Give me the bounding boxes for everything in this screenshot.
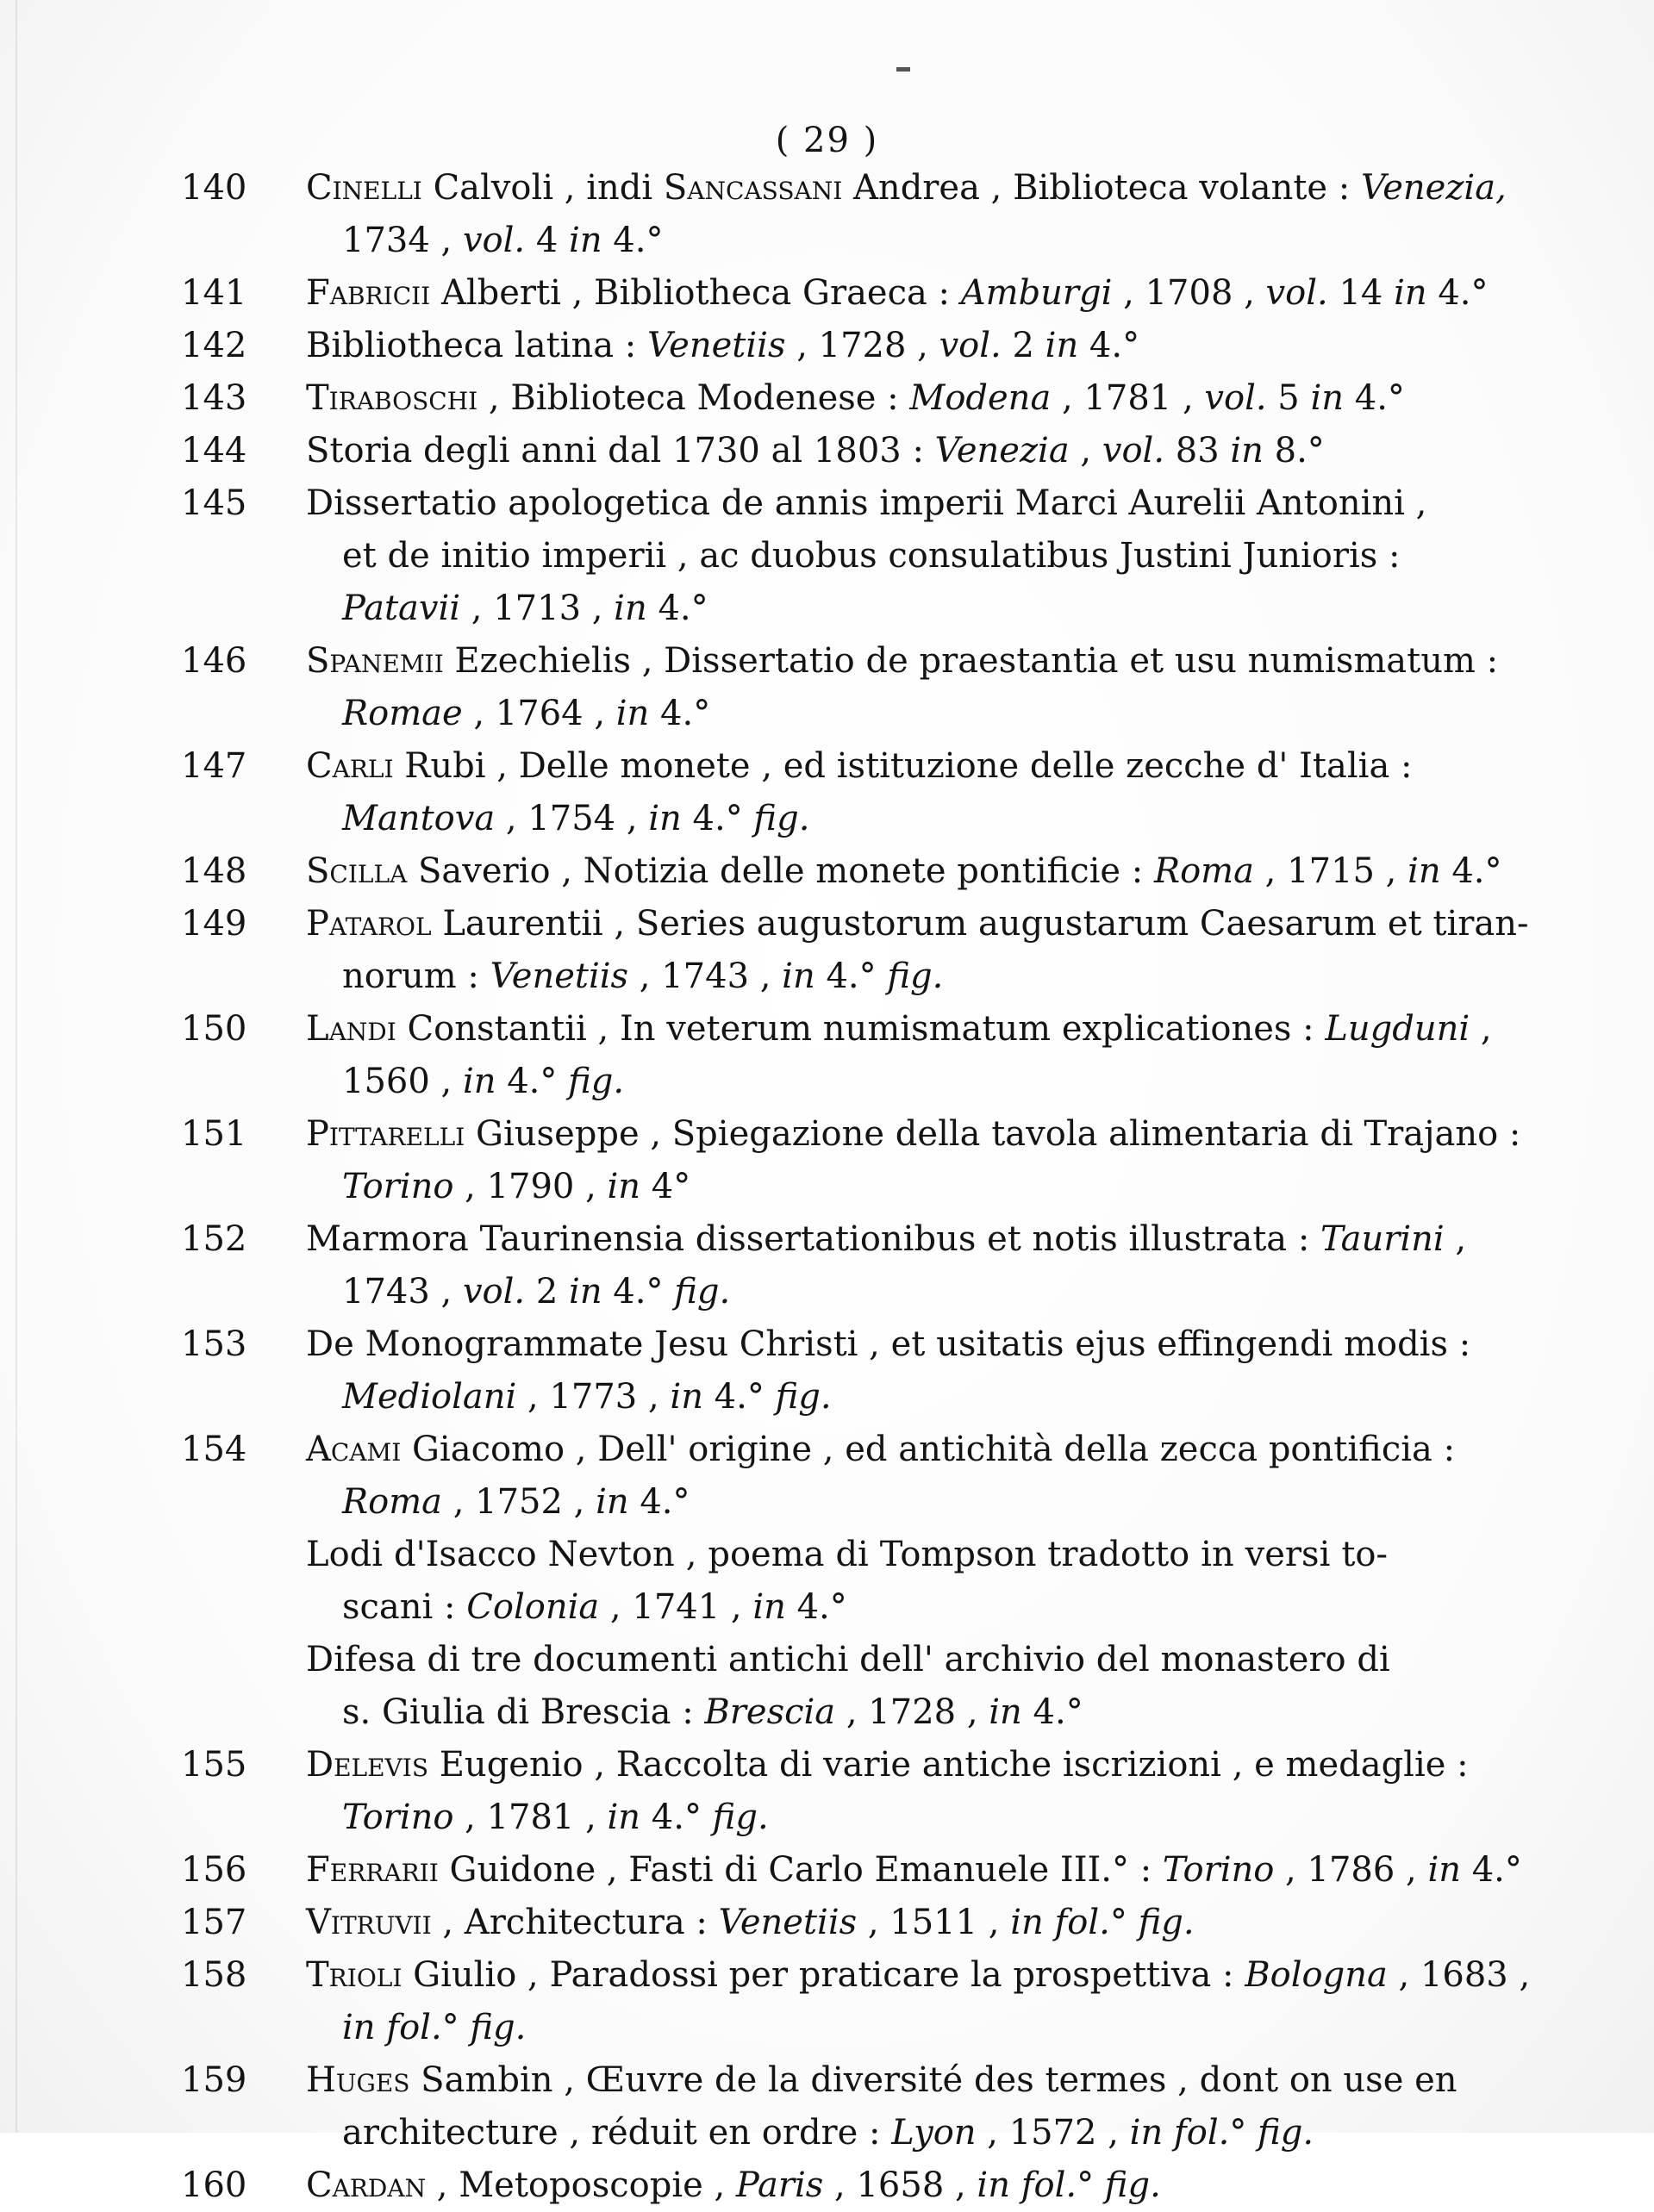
entry-continuation-line [306, 1581, 1388, 1634]
italic-text: in [607, 1798, 641, 1837]
bibliography-entry [181, 267, 1489, 320]
italic-text: in [1427, 1850, 1461, 1890]
entry-text: Difesa di tre documenti antichi dell' archivio del monastero di [306, 1640, 1390, 1679]
entry-text: 4 [525, 221, 570, 260]
entry-first-line [306, 1739, 1469, 1791]
author-surname: Sancassani [663, 168, 843, 208]
bibliography-entry [181, 1949, 1531, 2054]
entry-text: architecture , réduit en ordre : [342, 2113, 892, 2153]
italic-text: fig. [712, 1798, 769, 1837]
italic-text: fig. [775, 1377, 832, 1417]
entry-text: , 1683 , [1387, 1955, 1531, 1995]
entry-text: 4.° [1426, 273, 1489, 313]
author-surname: Landi [306, 1009, 396, 1049]
entry-first-line [306, 1529, 1388, 1581]
entry-number: 159 [181, 2060, 247, 2100]
entry-text: 4° [640, 1167, 691, 1206]
entry-number: 154 [181, 1430, 247, 1469]
italic-text: vol. [462, 221, 526, 260]
italic-text: Venetiis [646, 326, 786, 365]
author-surname: Cinelli [306, 168, 422, 208]
bibliography-entry [181, 1003, 1492, 1108]
entry-first-line [306, 425, 1388, 477]
entry-text: 4.° [785, 1587, 847, 1627]
italic-text: Roma [342, 1482, 442, 1522]
entry-text: 4.° [702, 1377, 776, 1417]
entry-text: , Architectura : [431, 1903, 719, 1942]
italic-text: Torino [342, 1798, 454, 1837]
entry-text: Eugenio , Raccolta di varie antiche iscrizioni , e medaglie : [428, 1745, 1469, 1785]
entry-text: 4.° [496, 1062, 569, 1101]
entry-text: 4.° [1021, 1692, 1083, 1732]
entry-text: Rubi , Delle monete , ed istituzione delle zecche d' Italia : [393, 746, 1413, 786]
entry-text: Sambin , Œuvre de la diversité des termes , dont on use en [409, 2060, 1457, 2100]
entry-text: 1734 , [342, 221, 463, 260]
entry-text: Guidone , Fasti di Carlo Emanuele III.° : [438, 1850, 1163, 1890]
entry-text: , [1470, 1009, 1492, 1049]
bibliography-entry [181, 320, 1388, 372]
author-surname: Carli [306, 746, 394, 786]
entry-text: Marmora Taurinensia dissertationibus et notis illustrata : [306, 1219, 1321, 1259]
entry-text: 5 [1266, 378, 1311, 418]
entry-text: , 1713 , [460, 589, 615, 628]
bibliography-entry [181, 1318, 1471, 1424]
entry-first-line [306, 1897, 1388, 1949]
italic-text: in [989, 1692, 1022, 1732]
bibliography-entry [181, 1634, 1388, 1739]
italic-text: Venetiis [718, 1903, 858, 1942]
italic-text: vol. [462, 1272, 526, 1312]
entry-text: , 1790 , [453, 1167, 608, 1206]
italic-text: Romae [342, 694, 463, 733]
italic-text: Lugduni [1325, 1009, 1470, 1049]
italic-text: in [752, 1587, 786, 1627]
entry-text: , Biblioteca Modenese : [477, 378, 910, 418]
italic-text: in [1310, 378, 1345, 418]
entry-text: 4.° [640, 1798, 713, 1837]
entry-text: , 1728 , [785, 326, 939, 365]
entry-text: s. Giulia di Brescia : [342, 1692, 705, 1732]
bibliography-entry [181, 1897, 1388, 1949]
entry-continuation-line [306, 215, 1388, 267]
bibliography-list [181, 162, 1531, 2212]
entry-first-line [306, 2159, 1388, 2212]
entry-text: Lodi d'Isacco Nevton , poema di Tompson tradotto in versi to- [306, 1535, 1388, 1574]
bibliography-entry [181, 162, 1507, 267]
bibliography-entry [181, 1213, 1467, 1318]
entry-first-line [306, 1003, 1492, 1056]
entry-first-line [306, 1634, 1388, 1686]
entry-first-line [306, 1844, 1522, 1897]
entry-text: 4.° [602, 1272, 675, 1312]
entry-text: 4.° [1344, 378, 1405, 418]
entry-text: , 1786 , [1274, 1850, 1428, 1890]
entry-number: 141 [181, 273, 247, 313]
entry-continuation-line [306, 2002, 1388, 2054]
entry-number: 157 [181, 1903, 247, 1942]
entry-continuation-line [306, 793, 1388, 845]
italic-text: Brescia [704, 1692, 836, 1732]
entry-text: 4.° [646, 589, 708, 628]
entry-number: 149 [181, 904, 247, 944]
entry-text: , 1743 , [628, 956, 783, 996]
entry-text: , 1781 , [453, 1798, 608, 1837]
entry-text: , 1658 , [823, 2165, 977, 2205]
italic-text: in [596, 1482, 629, 1522]
entry-first-line [306, 1108, 1521, 1161]
entry-continuation-line [306, 1371, 1388, 1424]
entry-number: 152 [181, 1219, 247, 1259]
entry-text: Alberti , Bibliotheca Graeca : [430, 273, 961, 313]
italic-text: vol. [1204, 378, 1267, 418]
italic-text: Modena [909, 378, 1052, 418]
entry-text: 1743 , [342, 1272, 463, 1312]
entry-text: , [1069, 431, 1102, 470]
entry-continuation-line [306, 1161, 1388, 1213]
entry-text: , 1715 , [1253, 851, 1408, 891]
italic-text: in fol.° fig. [342, 2008, 527, 2047]
italic-text: Colonia [466, 1587, 600, 1627]
bibliography-entry [181, 1108, 1521, 1213]
italic-text: in [1230, 431, 1264, 470]
entry-continuation-line [306, 583, 1388, 635]
entry-text: Laurentii , Series augustorum augustarum Caesarum et tiran- [431, 904, 1529, 944]
entry-number: 146 [181, 641, 247, 681]
italic-text: Bologna [1245, 1955, 1388, 1995]
italic-text: in [462, 1062, 496, 1101]
italic-text: Venezia [934, 431, 1070, 470]
entry-first-line [306, 372, 1405, 425]
author-surname: Delevis [306, 1745, 429, 1785]
entry-text: Dissertatio apologetica de annis imperii Marci Aurelii Antonini , [306, 483, 1427, 523]
entry-text: 4.° [815, 956, 888, 996]
author-surname: Huges [306, 2060, 410, 2100]
entry-text: Saverio , Notizia delle monete pontificie : [407, 851, 1154, 891]
entry-number: 142 [181, 326, 247, 365]
italic-text: fig. [568, 1062, 625, 1101]
entry-text: norum : [342, 956, 490, 996]
entry-text: , [1444, 1219, 1467, 1259]
italic-text: Mantova [342, 799, 496, 838]
entry-number: 156 [181, 1850, 247, 1890]
entry-number: 150 [181, 1009, 247, 1049]
author-surname: Acami [306, 1430, 402, 1469]
entry-text: 83 [1164, 431, 1231, 470]
entry-continuation-line [306, 950, 1388, 1003]
entry-text: , 1781 , [1051, 378, 1205, 418]
author-surname: Patarol [306, 904, 432, 944]
italic-text: fig. [887, 956, 944, 996]
entry-continuation-line [306, 2107, 1388, 2159]
entry-first-line [306, 1424, 1456, 1476]
italic-text: in [569, 221, 602, 260]
italic-text: Paris [735, 2165, 824, 2205]
entry-text: 4.° [602, 221, 664, 260]
entry-number: 155 [181, 1745, 247, 1785]
entry-continuation-line [306, 688, 1388, 740]
entry-continuation-line [306, 1686, 1388, 1739]
entry-text: , 1741 , [599, 1587, 753, 1627]
italic-text: in [614, 589, 647, 628]
entry-continuation-line [306, 1476, 1388, 1529]
entry-number: 145 [181, 483, 247, 523]
italic-text: in fol.° fig. [1129, 2113, 1314, 2153]
entry-text: 4.° [1440, 851, 1502, 891]
entry-number: 158 [181, 1955, 247, 1995]
bibliography-entry [181, 740, 1413, 845]
italic-text: in [1045, 326, 1079, 365]
entry-continuation-line [306, 1791, 1388, 1844]
author-surname: Ferrarii [306, 1850, 439, 1890]
italic-text: Taurini [1320, 1219, 1445, 1259]
bibliography-entry [181, 2159, 1388, 2212]
bibliography-entry [181, 845, 1502, 898]
bibliography-entry [181, 477, 1427, 635]
entry-text: 2 [525, 1272, 570, 1312]
entry-number: 144 [181, 431, 247, 470]
italic-text: Amburgi [960, 273, 1113, 313]
entry-first-line [306, 635, 1499, 688]
entry-first-line [306, 740, 1413, 793]
entry-text: Giacomo , Dell' origine , ed antichità della zecca pontificia : [401, 1430, 1456, 1469]
printer-mark [896, 67, 910, 72]
entry-text: Storia degli anni dal 1730 al 1803 : [306, 431, 935, 470]
entry-text: Giuseppe , Spiegazione della tavola alimentaria di Trajano : [465, 1114, 1521, 1154]
entry-text: 4.° [628, 1482, 690, 1522]
entry-first-line [306, 2054, 1457, 2107]
entry-first-line [306, 1213, 1467, 1266]
entry-continuation-line [306, 1266, 1388, 1318]
entry-continuation-line [306, 530, 1401, 583]
entry-first-line [306, 1318, 1471, 1371]
italic-text: in [607, 1167, 641, 1206]
entry-first-line [306, 845, 1502, 898]
author-surname: Trioli [306, 1955, 403, 1995]
entry-first-line [306, 477, 1427, 530]
bibliography-entry [181, 1739, 1469, 1844]
entry-text: et de initio imperii , ac duobus consulatibus Justini Junioris : [342, 536, 1401, 576]
entry-number: 160 [181, 2165, 247, 2205]
italic-text: Lyon [891, 2113, 977, 2153]
entry-text: Bibliotheca latina : [306, 326, 647, 365]
author-surname: Fabricii [306, 273, 431, 313]
italic-text: in [1407, 851, 1441, 891]
entry-first-line [306, 162, 1507, 215]
italic-text: in fol.° fig. [1010, 1903, 1195, 1942]
author-surname: Vitruvii [306, 1903, 432, 1942]
entry-text: Constantii , In veterum numismatum explicationes : [396, 1009, 1326, 1049]
entry-text: , 1572 , [976, 2113, 1130, 2153]
entry-first-line [306, 320, 1388, 372]
italic-text: Patavii [342, 589, 461, 628]
entry-text: Calvoli , indi [421, 168, 664, 208]
author-surname: Tiraboschi [306, 378, 478, 418]
entry-text: , 1754 , [495, 799, 649, 838]
entry-number: 147 [181, 746, 247, 786]
italic-text: Venezia, [1361, 168, 1507, 208]
entry-text: scani : [342, 1587, 467, 1627]
entry-first-line [306, 267, 1489, 320]
author-surname: Spanemii [306, 641, 444, 681]
entry-text: De Monogrammate Jesu Christi , et usitatis ejus effingendi modis : [306, 1324, 1471, 1364]
author-surname: Pittarelli [306, 1114, 465, 1154]
bibliography-entry [181, 635, 1499, 740]
italic-text: in [670, 1377, 703, 1417]
entry-number: 151 [181, 1114, 247, 1154]
italic-text: in [782, 956, 815, 996]
entry-text: , 1752 , [441, 1482, 596, 1522]
entry-text: , 1764 , [462, 694, 616, 733]
italic-text: Venetiis [490, 956, 629, 996]
entry-text: 2 [1001, 326, 1045, 365]
italic-text: in [569, 1272, 602, 1312]
italic-text: Torino [1162, 1850, 1275, 1890]
entry-continuation-line [306, 1056, 1388, 1108]
bibliography-entry [181, 425, 1388, 477]
italic-text: in fol.° fig. [977, 2165, 1161, 2205]
entry-text: 8.° [1263, 431, 1325, 470]
entry-text: 1560 , [342, 1062, 463, 1101]
bibliography-entry [181, 898, 1529, 1003]
entry-text: Ezechielis , Dissertatio de praestantia et usu numismatum : [443, 641, 1499, 681]
italic-text: vol. [1102, 431, 1165, 470]
entry-text: 4.° [1461, 1850, 1522, 1890]
entry-text: , 1773 , [516, 1377, 671, 1417]
entry-text: , Metoposcopie , [426, 2165, 736, 2205]
author-surname: Scilla [306, 851, 408, 891]
entry-text: , 1728 , [835, 1692, 989, 1732]
bibliography-entry [181, 1844, 1522, 1897]
italic-text: fig. [674, 1272, 731, 1312]
author-surname: Cardan [306, 2165, 427, 2205]
entry-first-line [306, 1949, 1531, 2002]
entry-number: 148 [181, 851, 247, 891]
italic-text: in [1394, 273, 1427, 313]
entry-number: 140 [181, 168, 247, 208]
entry-number: 153 [181, 1324, 247, 1364]
bibliography-entry [181, 1424, 1456, 1529]
entry-text: , 1708 , [1112, 273, 1266, 313]
page-number: ( 29 ) [775, 121, 879, 160]
entry-text: 14 [1327, 273, 1395, 313]
italic-text: vol. [1265, 273, 1328, 313]
entry-text: Andrea , Biblioteca volante : [842, 168, 1361, 208]
italic-text: Torino [342, 1167, 454, 1206]
entry-text: 4.° [649, 694, 711, 733]
bibliography-entry [181, 1529, 1388, 1634]
italic-text: Mediolani [342, 1377, 517, 1417]
entry-text: Giulio , Paradossi per praticare la prospettiva : [402, 1955, 1245, 1995]
italic-text: fig. [753, 799, 810, 838]
italic-text: Roma [1153, 851, 1254, 891]
italic-text: in [648, 799, 682, 838]
bibliography-entry [181, 2054, 1457, 2159]
entry-text: 4.° [681, 799, 754, 838]
entry-number: 143 [181, 378, 247, 418]
entry-text: , 1511 , [857, 1903, 1011, 1942]
entry-first-line [306, 898, 1529, 950]
entry-text: 4.° [1078, 326, 1140, 365]
italic-text: vol. [939, 326, 1002, 365]
bibliography-entry [181, 372, 1405, 425]
italic-text: in [615, 694, 650, 733]
